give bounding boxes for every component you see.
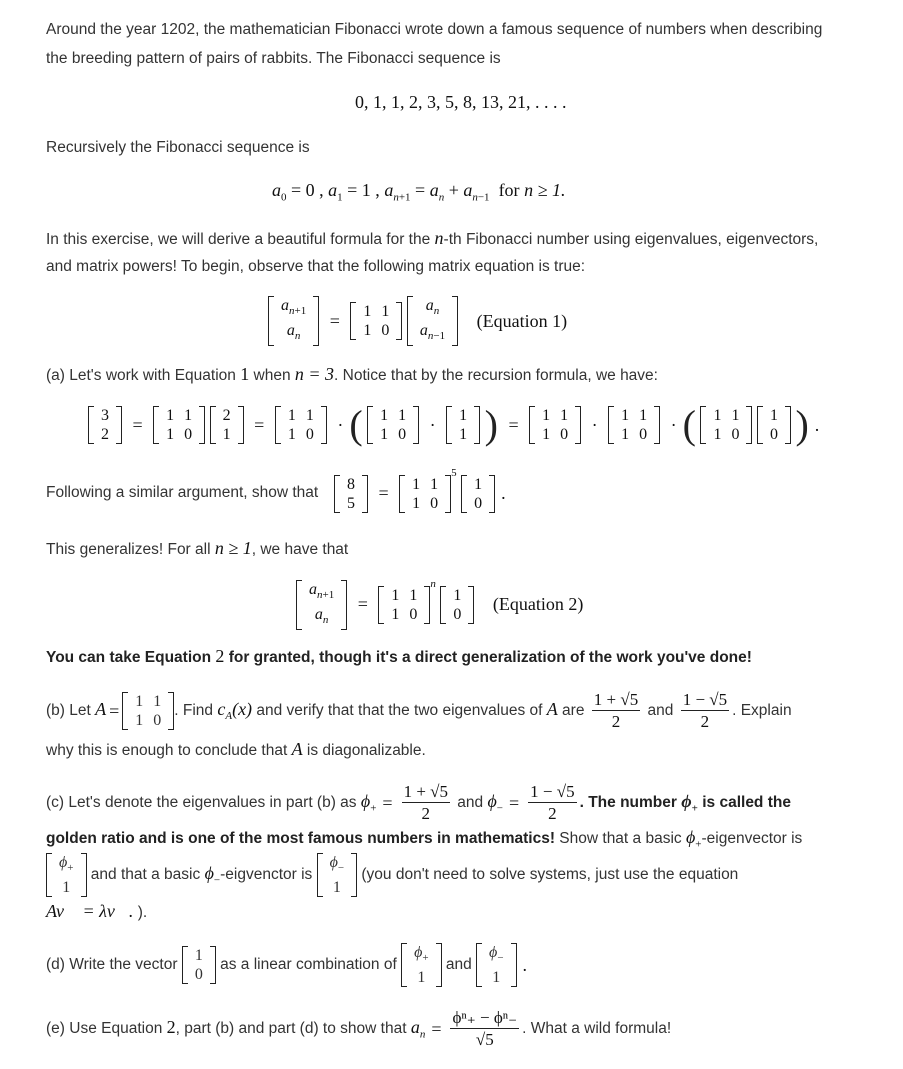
equation-1-label: (Equation 1) (476, 310, 568, 331)
intro-line-2: the breeding pattern of pairs of rabbits. The Fibonacci sequence is (46, 50, 501, 67)
recursion-formula: $a_0 = 0$ , $a_1 = 1$ , $a_{n+1} = a_n + a_{n-1}$ for n ≥ 1. (272, 180, 566, 204)
part-b-line-2 (46, 738, 426, 762)
phi-plus-frac: $\frac{1 + √5}{2}$ (403, 782, 448, 824)
part-b-cpoly: c (217, 699, 226, 719)
part-a-target: 8 5 = 1 1 1 0 $^5$ 1 0 . (334, 467, 512, 513)
part-b-A: A (95, 699, 107, 719)
part-a-similar: Following a similar argument, show that (46, 484, 319, 501)
part-a-condition: n = 3 (294, 364, 335, 384)
power-n: n (430, 578, 436, 590)
general-condition: n ≥ 1 (214, 538, 252, 558)
part-c-tail-b: -eigenvector is (701, 830, 803, 847)
granted-eqnum: 2 (215, 646, 225, 666)
vector-1-0: 1 0 (182, 946, 216, 984)
matrix-A: 1 1 1 0 (350, 302, 402, 340)
phi-plus-vector: $\phi_+$ 1 (46, 853, 87, 897)
part-c-tail-a: Show that a basic (555, 830, 686, 847)
recursion-for-word: for (498, 180, 520, 200)
part-c-bold-b: is called the (697, 794, 791, 811)
equation-1: $a_{n+1}$ $a_n$ = 1 1 1 0 $a_n$ $a_{n-1}$ (Equation 1) (268, 296, 567, 346)
part-e-text-b: , part (b) and part (d) to show that (175, 1020, 411, 1037)
part-d-and: and (441, 956, 477, 974)
part-a-text-b: when (249, 367, 295, 384)
recursive-lead: Recursively the Fibonacci sequence is (46, 139, 310, 156)
vec-top-8: 8 (347, 475, 355, 493)
eigenvalue-minus: $\frac{1 - √5}{2}$ (682, 690, 728, 732)
binet-numerator: ϕⁿ₊ − ϕⁿ₋ (452, 1008, 518, 1028)
part-b-explain: . Explain (732, 702, 792, 719)
exercise-line-1 (46, 227, 818, 251)
part-b-text-b: . Find (174, 702, 218, 719)
power-5: 5 (451, 467, 457, 479)
exercise-text-b: -th Fibonacci number using eigenvalues, eigenvectors, (443, 231, 819, 248)
recursion-condition: n ≥ 1. (524, 180, 566, 200)
exercise-line-2: and matrix powers! To begin, observe that the following matrix equation is true: (46, 258, 586, 275)
exercise-n-var: n (434, 228, 444, 248)
part-c-line3-c: (you don't need to solve systems, just use the equation (357, 866, 739, 883)
part-c-line3-a: and that a basic (86, 866, 205, 883)
part-b-line2-a: why this is enough to conclude that (46, 742, 292, 759)
granted-note (46, 645, 752, 669)
part-b-and: and (643, 702, 678, 719)
part-c-line-2: golden ratio and is one of the most famous numbers in mathematics! Show that a basic $\phi_+$-eigenvector is (46, 827, 803, 851)
part-d-text-a: (d) Write the vector (46, 956, 182, 974)
part-b-line2-b: is diagonalizable. (302, 742, 426, 759)
granted-text-b: for granted, though it's a direct generalization of the work you've done! (224, 649, 752, 666)
phi-plus-vector-d: $\phi_+$ 1 (401, 943, 442, 987)
part-b-cpoly-sub: A (225, 710, 233, 723)
intro-line-1: Around the year 1202, the mathematician Fibonacci wrote down a famous sequence of numbers when describing (46, 21, 823, 38)
part-c-line3-b: -eigvenctor is (220, 866, 317, 883)
part-b-line-1: (b) Let A = 1 1 1 0 . Find $c_A(x)$ and verify that that the two eigenvalues of A are $\frac{1 + √5}{2}$ and $\frac{1 - √5}{2}$ . Explain (46, 690, 792, 732)
part-b-text-a: (b) Let (46, 702, 96, 719)
phi-minus-frac: $\frac{1 - √5}{2}$ (530, 782, 575, 824)
part-a-derivation: 3 2 = 1 1 1 0 2 1 = 1 1 1 0 · ( 1 1 1 0 · 1 1 ) = 1 1 1 0 · 1 1 1 0 · ( 1 1 1 0 1 0 ) . (88, 405, 825, 445)
part-d-text-b: as a linear combination of (220, 956, 402, 974)
part-a-text-a: (a) Let's work with Equation (46, 367, 241, 384)
part-c-line-4 (46, 900, 147, 924)
part-e-text-a: (e) Use Equation (46, 1020, 167, 1037)
phi-minus-vector: $\phi_-$ 1 (317, 853, 358, 897)
part-b-A-3: A (291, 739, 303, 759)
exercise-text-a: In this exercise, we will derive a beautiful formula for the (46, 231, 435, 248)
part-c-bold-a: . The number (579, 794, 682, 811)
part-e-line: (e) Use Equation 2, part (b) and part (d) to show that $a_n$ = $\frac{\text{ϕⁿ₊ − ϕⁿ₋}}{√5}$ . What a wild formula! (46, 1008, 672, 1050)
phi-minus-vector-d: $\phi_-$ 1 (476, 943, 517, 987)
part-e-eqnum: 2 (166, 1017, 176, 1037)
vector-an1-an: $a_{n+1}$ $a_n$ (268, 296, 319, 346)
general-lead (46, 537, 348, 561)
part-b-text-c: and verify that that the two eigenvalues of (252, 702, 547, 719)
part-c-line-3: $\phi_+$ 1 and that a basic $\phi_-$-eigvenctor is $\phi_-$ 1 (you don't need to solve systems, just use the equation (46, 850, 738, 904)
equation-2: $a_{n+1}$ $a_n$ = 1 1 1 0 $^n$ 1 0 (Equation 2) (296, 578, 583, 630)
fibonacci-sequence: 0, 1, 1, 2, 3, 5, 8, 13, 21, . . . . (355, 92, 567, 112)
eigen-equation: Av⃗ = λv⃗. (46, 901, 134, 921)
part-b-cpoly-arg: (x) (232, 699, 253, 719)
part-a-text-c: . Notice that by the recursion formula, we have: (334, 367, 658, 384)
part-c-line4-end: ). (133, 904, 148, 921)
part-b-matrix: 1 1 1 0 (122, 692, 174, 730)
part-b-text-d: are (557, 702, 585, 719)
part-d-line: (d) Write the vector 1 0 as a linear combination of $\phi_+$ 1 and $\phi_-$ 1 . (46, 943, 528, 987)
general-text-b: , we have that (251, 541, 349, 558)
binet-formula (450, 1007, 519, 1050)
vector-an-an-1: $a_n$ $a_{n-1}$ (407, 296, 458, 346)
vec-bot-5: 5 (347, 494, 355, 512)
part-c-text-a: (c) Let's denote the eigenvalues in part (b) as (46, 794, 361, 811)
granted-text-a: You can take Equation (46, 649, 216, 666)
part-c-and: and (452, 794, 488, 811)
binet-denominator: √5 (475, 1030, 494, 1050)
eigenvalue-plus: $\frac{1 + √5}{2}$ (593, 690, 639, 732)
part-a-lead (46, 363, 658, 387)
part-a-eqnum: 1 (240, 364, 250, 384)
equation-2-label: (Equation 2) (492, 594, 584, 615)
part-c-line-1: (c) Let's denote the eigenvalues in part (b) as $\phi_+$ = $\frac{1 + √5}{2}$ and $\phi_-$ = $\frac{1 - √5}{2}$ . The number $\phi_+$ is called the (46, 782, 791, 824)
part-c-bold-line2: golden ratio and is one of the most famous numbers in mathematics! (46, 830, 555, 847)
general-text-a: This generalizes! For all (46, 541, 215, 558)
part-b-A-2: A (546, 699, 558, 719)
part-e-tail: . What a wild formula! (522, 1020, 672, 1037)
